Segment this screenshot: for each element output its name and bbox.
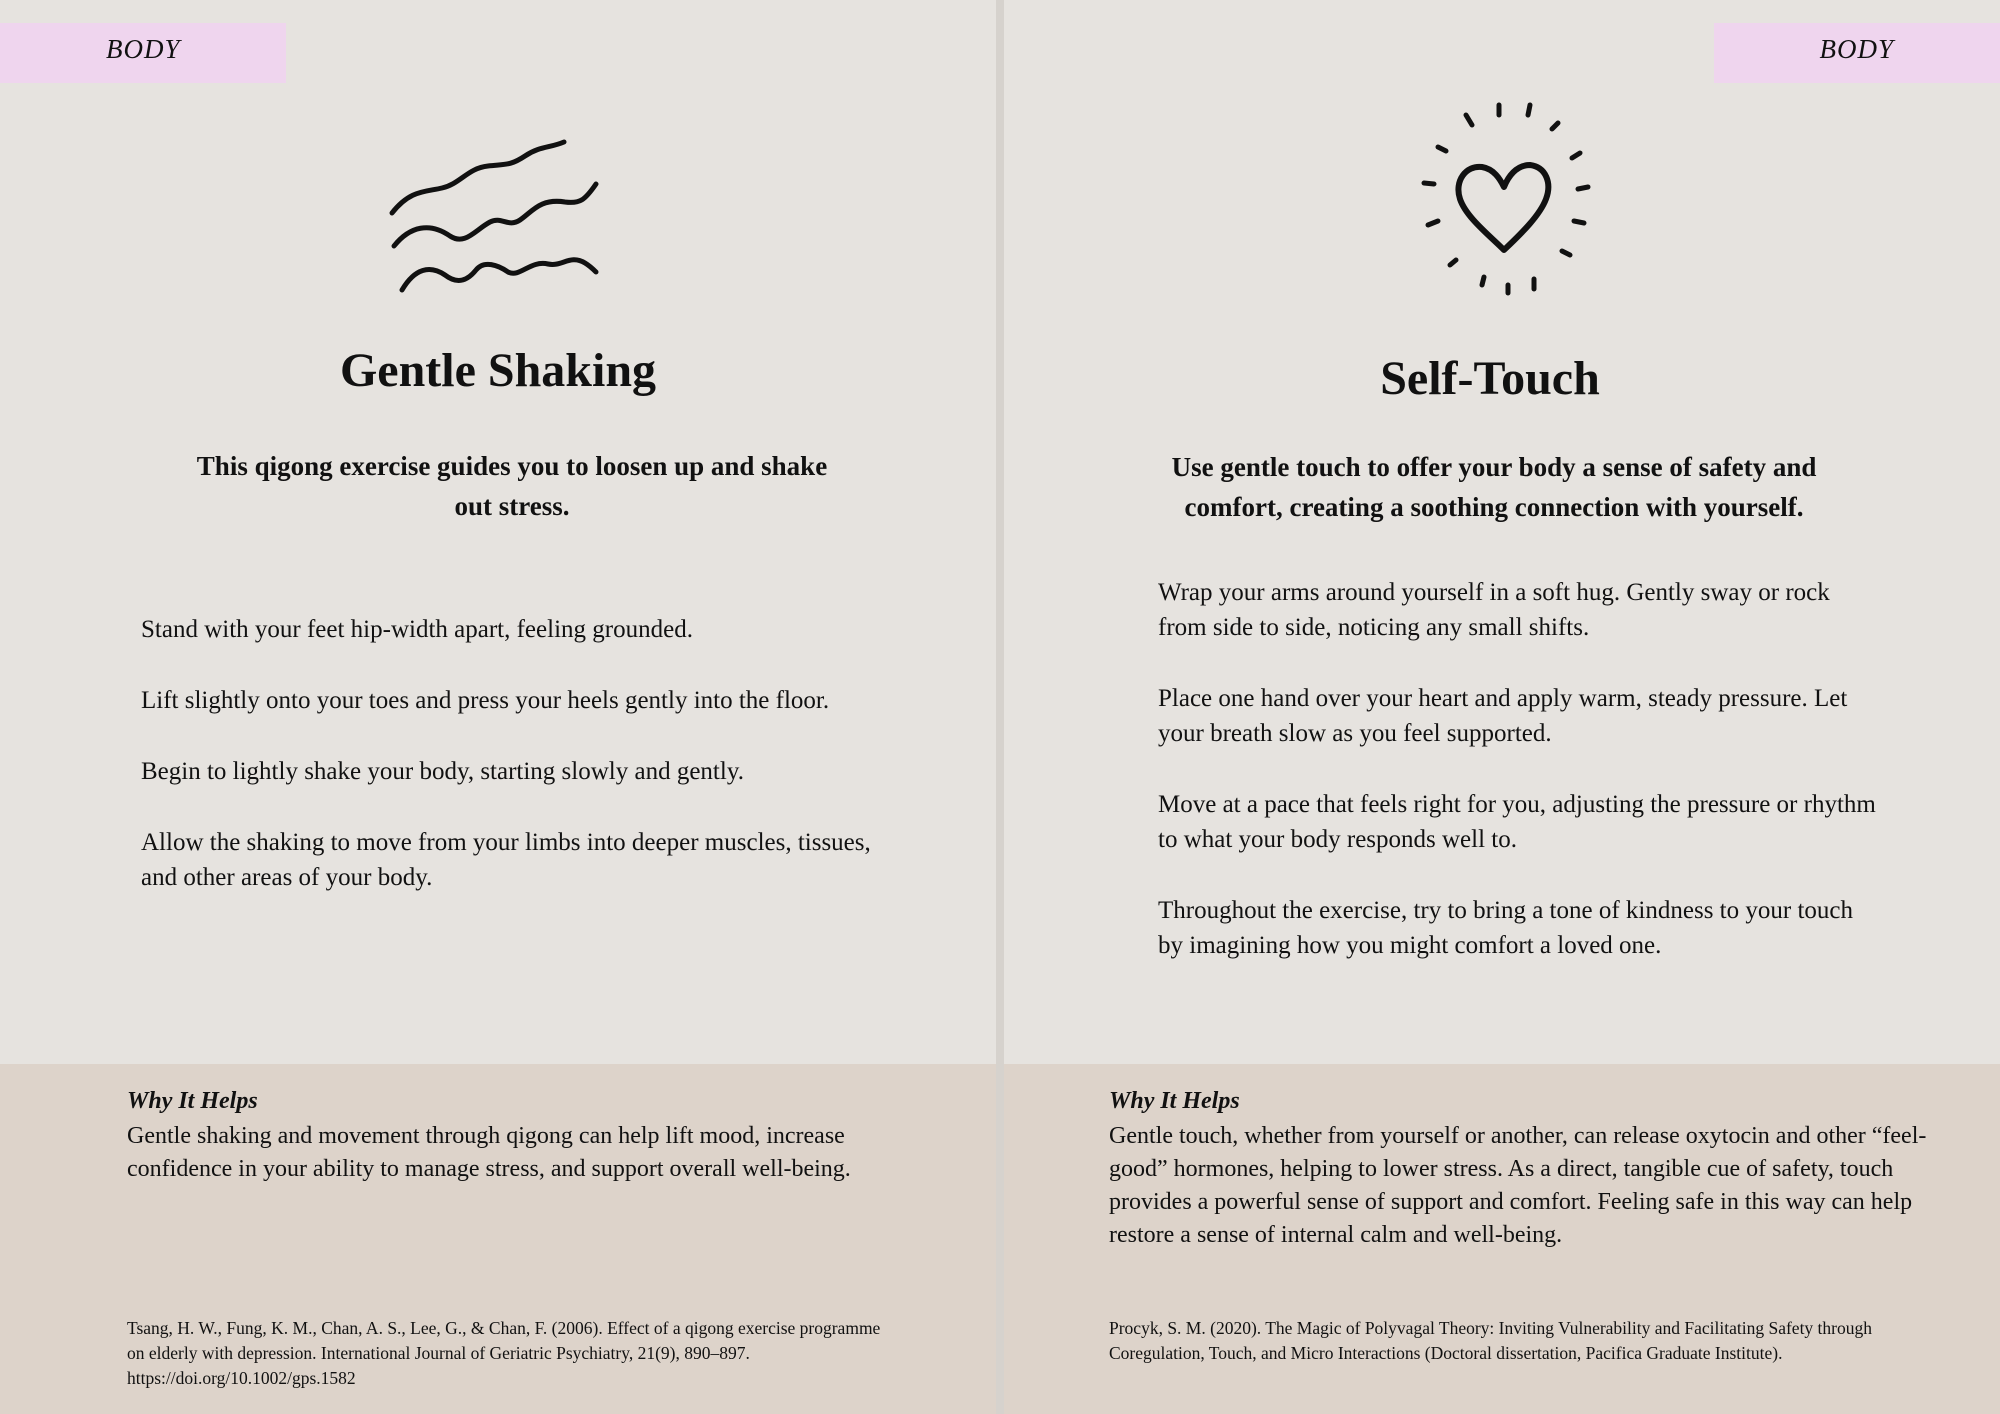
step-item: Throughout the exercise, try to bring a tone of kindness to your touch by imagining how you might comfort a loved one.	[1158, 897, 1853, 959]
why-it-helps-heading: Why It Helps	[127, 1088, 258, 1114]
reference-citation: Tsang, H. W., Fung, K. M., Chan, A. S., Lee, G., & Chan, F. (2006). Effect of a qigong exercise programme on elderly with depression. International Journal of Geriatric Psychiatry, 21(9), 890–897. https://doi.org/10.1002/gps.1582	[127, 1318, 881, 1388]
why-it-helps-panel	[0, 1064, 996, 1414]
step-item: Wrap your arms around yourself in a soft hug. Gently sway or rock from side to side, noticing any small shifts.	[1158, 579, 1830, 641]
why-it-helps-panel	[1004, 1064, 2000, 1414]
left-page	[0, 0, 996, 1414]
step-item: Lift slightly onto your toes and press your heels gently into the floor.	[141, 687, 830, 714]
page-title: Self-Touch	[1380, 352, 1600, 405]
radiating-heart-icon	[1394, 95, 1614, 315]
page-title: Gentle Shaking	[339, 344, 657, 397]
why-it-helps-text: Gentle shaking and movement through qigong can help lift mood, increase confidence in your ability to manage stress, and support overall well-being.	[127, 1123, 851, 1182]
right-page	[1004, 0, 2000, 1414]
steps-list	[141, 612, 881, 931]
section-tab: BODY	[0, 23, 286, 83]
book-spine	[996, 0, 1004, 1414]
reference-citation: Procyk, S. M. (2020). The Magic of Polyvagal Theory: Inviting Vulnerability and Facilitating Safety through Coregulation, Touch, and Micro Interactions (Doctoral dissertation, Pacifica Graduate Institute).	[1109, 1318, 1873, 1363]
step-item: Place one hand over your heart and apply warm, steady pressure. Let your breath slow as you feel supported.	[1158, 685, 1848, 747]
why-it-helps-text: Gentle touch, whether from yourself or another, can release oxytocin and other “feel-good” hormones, helping to lower stress. As a direct, tangible cue of safety, touch provides a powerful sense of support and comfort. Feeling safe in this way can help restore a sense of internal calm and well-being.	[1109, 1123, 1927, 1248]
step-item: Begin to lightly shake your body, starting slowly and gently.	[141, 758, 744, 785]
section-tab: BODY	[1714, 23, 2000, 83]
page-subtitle: Use gentle touch to offer your body a sense of safety and comfort, creating a soothing connection with yourself.	[1171, 452, 1817, 522]
steps-list	[1158, 575, 1878, 999]
page-subtitle: This qigong exercise guides you to loosen up and shake out stress.	[196, 451, 828, 521]
wavy-lines-icon	[380, 130, 610, 300]
why-it-helps-heading: Why It Helps	[1109, 1088, 1240, 1114]
step-item: Stand with your feet hip-width apart, feeling grounded.	[141, 616, 693, 643]
step-item: Move at a pace that feels right for you, adjusting the pressure or rhythm to what your body responds well to.	[1158, 791, 1876, 853]
step-item: Allow the shaking to move from your limbs into deeper muscles, tissues, and other areas of your body.	[141, 829, 871, 891]
